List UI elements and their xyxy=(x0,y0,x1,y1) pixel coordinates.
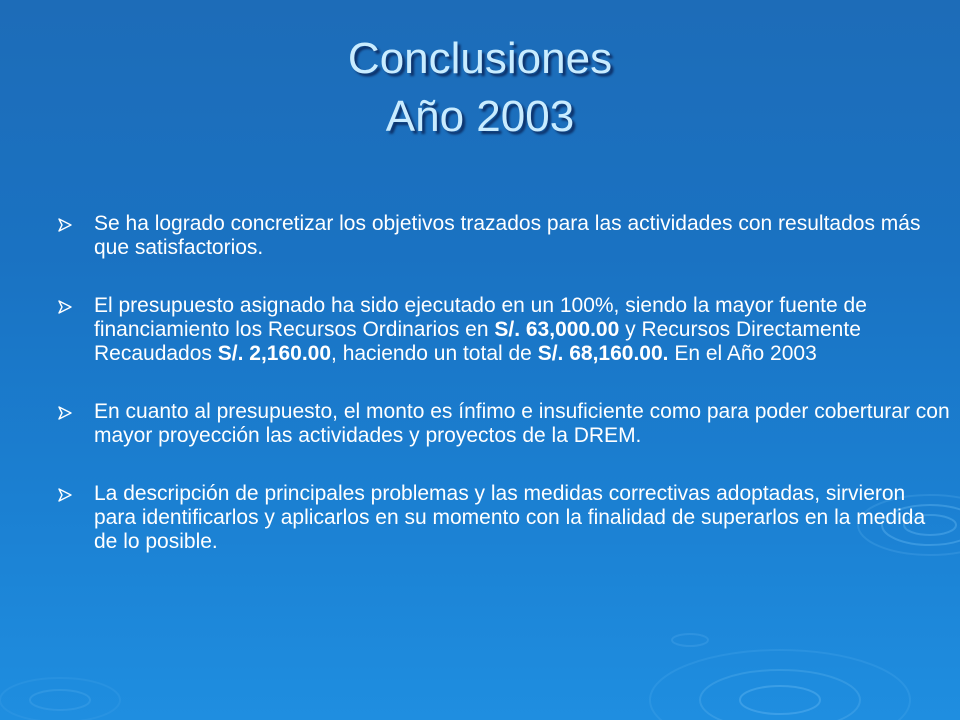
slide-title xyxy=(0,30,960,146)
title-line-1: Conclusiones xyxy=(347,34,613,83)
bullet-text-part-1: El presupuesto asignado ha sido ejecutado en un 100%, siendo la mayor fuente de financiamiento los Recursos Ordinarios en xyxy=(94,294,867,341)
arrow-right-icon xyxy=(58,300,72,314)
bullet-text-part-3: , haciendo un total de xyxy=(331,342,538,365)
bullet-item-budget-insufficient xyxy=(58,400,953,448)
arrow-right-icon xyxy=(58,406,72,420)
bullet-text: Se ha logrado concretizar los objetivos trazados para las actividades con resultados más que satisfactorios. xyxy=(94,212,921,259)
amount-recursos-ordinarios: S/. 63,000.00 xyxy=(494,318,620,341)
arrow-right-icon xyxy=(58,488,72,502)
bullet-item-objectives xyxy=(58,212,953,260)
bullet-item-budget-executed xyxy=(58,294,953,366)
bullet-text-part-2: y Recursos Directamente Recaudados xyxy=(94,318,861,365)
title-line-2: Año 2003 xyxy=(385,92,575,141)
bullet-item-problems xyxy=(58,482,953,554)
bullet-list xyxy=(58,212,953,588)
amount-total: S/. 68,160.00. xyxy=(537,342,669,365)
bullet-text: En cuanto al presupuesto, el monto es ínfimo e insuficiente como para poder coberturar con mayor proyección las actividades y proyectos de la DREM. xyxy=(94,400,950,447)
arrow-right-icon xyxy=(58,218,72,232)
bullet-text: La descripción de principales problemas y las medidas correctivas adoptadas, sirvieron para identificarlos y aplicarlos en su momento con la finalidad de superarlos en la medida de lo posible. xyxy=(94,482,926,553)
amount-recursos-recaudados: S/. 2,160.00 xyxy=(217,342,332,365)
bullet-text-part-4: En el Año 2003 xyxy=(668,342,817,365)
